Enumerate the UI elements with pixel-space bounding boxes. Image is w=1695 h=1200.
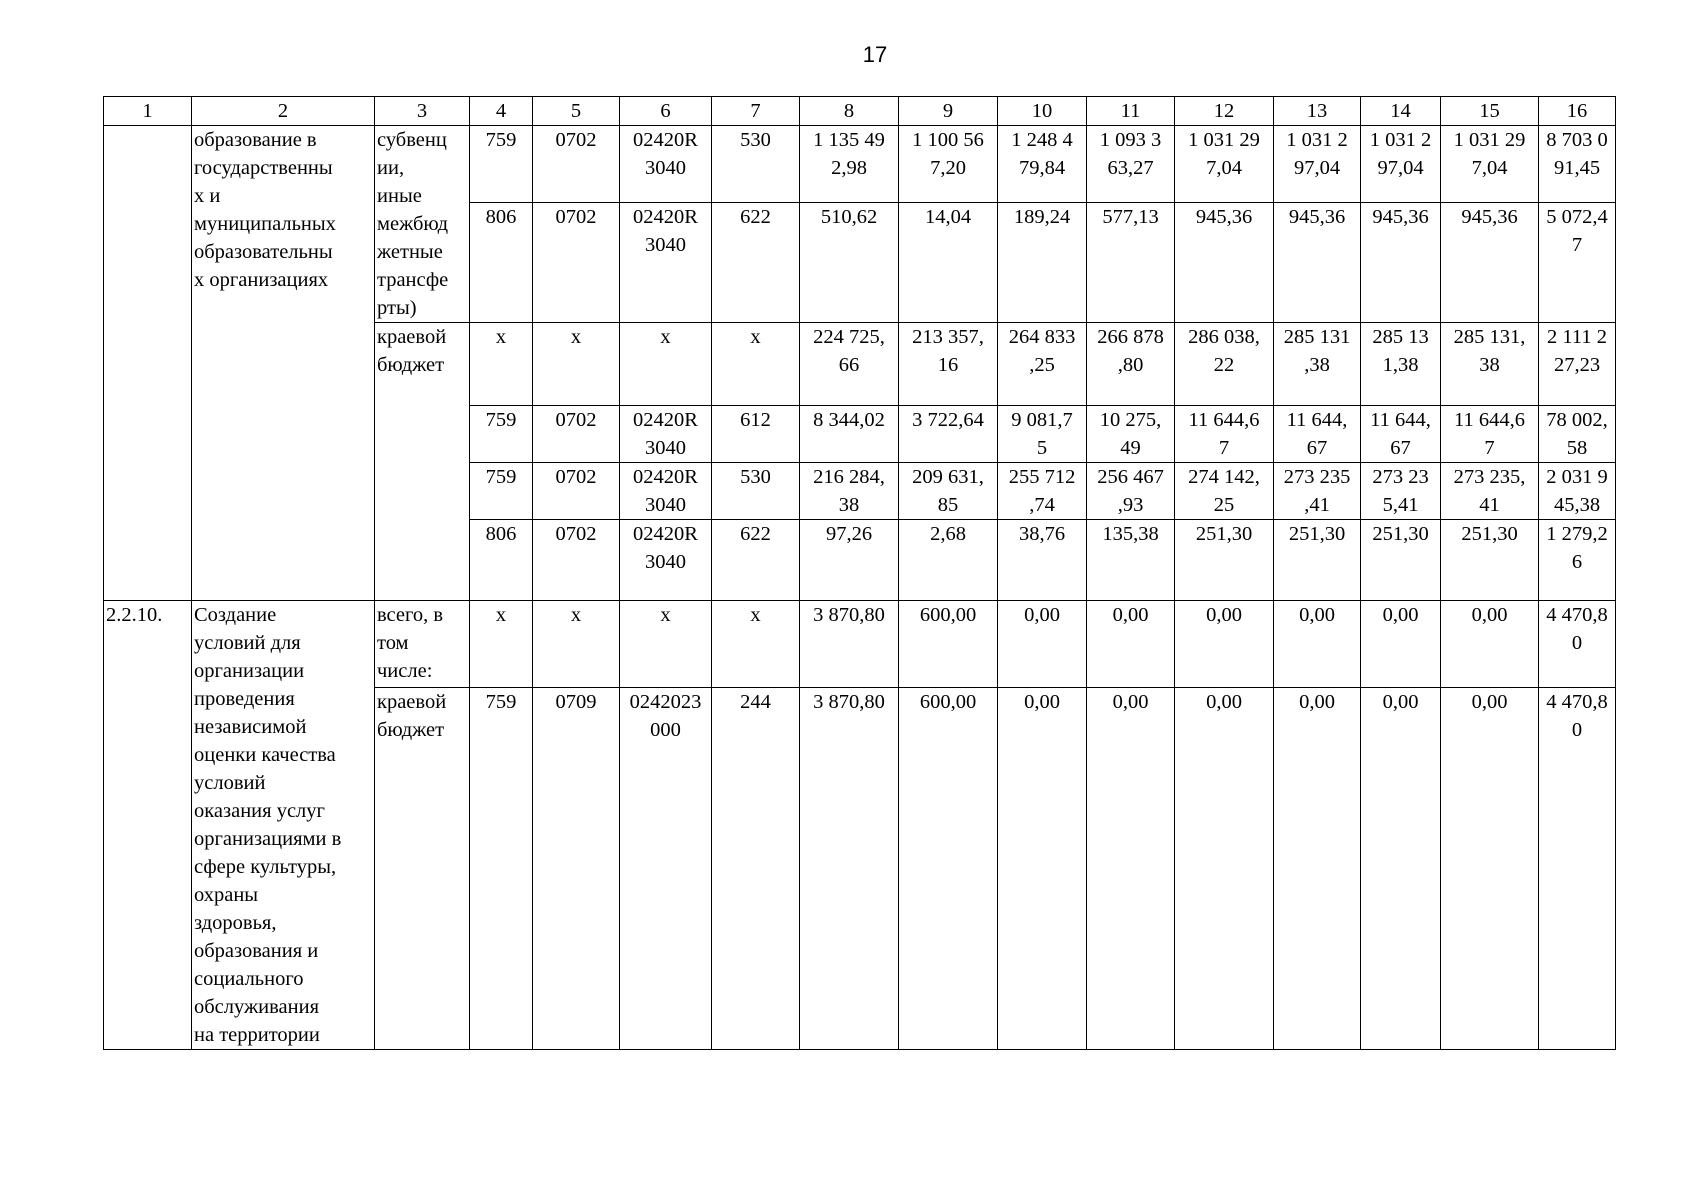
- table-cell: 0,00: [1087, 687, 1175, 1049]
- table-cell: 0,00: [1441, 687, 1539, 1049]
- table-cell: 1 279,2 6: [1539, 520, 1616, 601]
- table-cell: 213 357, 16: [899, 323, 998, 406]
- table-cell: 0242023 000: [620, 687, 712, 1049]
- table-cell: 273 235, 41: [1441, 463, 1539, 520]
- table-cell: 9 081,7 5: [998, 406, 1087, 463]
- column-header: 13: [1274, 97, 1361, 126]
- column-header: 10: [998, 97, 1087, 126]
- table-cell: 0702: [533, 202, 620, 322]
- table-cell: 02420R 3040: [620, 520, 712, 601]
- table-row: [104, 601, 1616, 688]
- table-cell: 0,00: [998, 687, 1087, 1049]
- column-header: 2: [192, 97, 375, 126]
- table-cell: 2 031 9 45,38: [1539, 463, 1616, 520]
- table-cell: 251,30: [1175, 520, 1274, 601]
- column-header: 3: [375, 97, 470, 126]
- table-cell: 285 13 1,38: [1361, 323, 1441, 406]
- table-cell: 0709: [533, 687, 620, 1049]
- table-cell: 02420R 3040: [620, 202, 712, 322]
- table-cell: 0,00: [1441, 601, 1539, 688]
- funding-source-cell: краевой бюджет: [375, 687, 470, 1049]
- table-cell: 135,38: [1087, 520, 1175, 601]
- table-cell: 806: [470, 520, 533, 601]
- column-header: 7: [712, 97, 800, 126]
- table-cell: 285 131, 38: [1441, 323, 1539, 406]
- table-cell: 759: [470, 687, 533, 1049]
- table-cell: 256 467 ,93: [1087, 463, 1175, 520]
- table-cell: 5 072,4 7: [1539, 202, 1616, 322]
- table-cell: 273 23 5,41: [1361, 463, 1441, 520]
- table-cell: 577,13: [1087, 202, 1175, 322]
- column-header: 14: [1361, 97, 1441, 126]
- table-cell: 189,24: [998, 202, 1087, 322]
- table-cell: 0,00: [998, 601, 1087, 688]
- table-cell: x: [712, 323, 800, 406]
- item-number-cell: [104, 126, 192, 601]
- table-cell: 10 275, 49: [1087, 406, 1175, 463]
- table-cell: 4 470,8 0: [1539, 601, 1616, 688]
- table-cell: 759: [470, 126, 533, 203]
- table-cell: 3 870,80: [800, 687, 899, 1049]
- item-number-cell: 2.2.10.: [104, 601, 192, 1050]
- table-cell: 274 142, 25: [1175, 463, 1274, 520]
- table-cell: 14,04: [899, 202, 998, 322]
- table-cell: 02420R 3040: [620, 406, 712, 463]
- funding-source-cell: всего, в том числе:: [375, 601, 470, 688]
- table-cell: 0702: [533, 520, 620, 601]
- table-cell: x: [620, 323, 712, 406]
- table-cell: 251,30: [1441, 520, 1539, 601]
- table-cell: 38,76: [998, 520, 1087, 601]
- funding-source-cell: субвенц ии, иные межбюд жетные трансфе рты): [375, 126, 470, 323]
- table-cell: 1 100 56 7,20: [899, 126, 998, 203]
- table-cell: x: [470, 323, 533, 406]
- table-cell: x: [533, 601, 620, 688]
- table-cell: 1 031 2 97,04: [1361, 126, 1441, 203]
- table-cell: 11 644,6 7: [1441, 406, 1539, 463]
- table-cell: 251,30: [1274, 520, 1361, 601]
- table-cell: 945,36: [1274, 202, 1361, 322]
- table-cell: 8 344,02: [800, 406, 899, 463]
- table-cell: 600,00: [899, 601, 998, 688]
- budget-table: [103, 96, 1616, 1050]
- table-cell: 3 870,80: [800, 601, 899, 688]
- column-header: 5: [533, 97, 620, 126]
- table-cell: 266 878 ,80: [1087, 323, 1175, 406]
- column-header: 4: [470, 97, 533, 126]
- column-header: 6: [620, 97, 712, 126]
- table-cell: 0702: [533, 126, 620, 203]
- table-cell: 216 284, 38: [800, 463, 899, 520]
- table-cell: 0,00: [1175, 601, 1274, 688]
- table-cell: 11 644, 67: [1274, 406, 1361, 463]
- column-header: 8: [800, 97, 899, 126]
- column-header: 1: [104, 97, 192, 126]
- table-cell: 0,00: [1274, 687, 1361, 1049]
- table-cell: 251,30: [1361, 520, 1441, 601]
- table-cell: 02420R 3040: [620, 126, 712, 203]
- table-cell: 8 703 0 91,45: [1539, 126, 1616, 203]
- item-name-cell: Создание условий для организации проведения независимой оценки качества условий оказания услуг организациями в сфере культуры, охраны здоровья, образования и социального обслуживания на территории: [192, 601, 375, 1050]
- funding-source-cell: краевой бюджет: [375, 323, 470, 601]
- table-cell: x: [712, 601, 800, 688]
- table-cell: 1 093 3 63,27: [1087, 126, 1175, 203]
- page-number: 17: [862, 42, 888, 67]
- table-row: [104, 126, 1616, 203]
- table-cell: 0,00: [1274, 601, 1361, 688]
- table-cell: 286 038, 22: [1175, 323, 1274, 406]
- table-cell: x: [533, 323, 620, 406]
- table-cell: 945,36: [1361, 202, 1441, 322]
- table-cell: 530: [712, 463, 800, 520]
- table-cell: 806: [470, 202, 533, 322]
- column-header: 15: [1441, 97, 1539, 126]
- table-cell: 1 031 29 7,04: [1441, 126, 1539, 203]
- table-cell: x: [470, 601, 533, 688]
- table-cell: 2,68: [899, 520, 998, 601]
- table-cell: 264 833 ,25: [998, 323, 1087, 406]
- table-cell: x: [620, 601, 712, 688]
- table-cell: 0,00: [1087, 601, 1175, 688]
- table-cell: 0,00: [1361, 687, 1441, 1049]
- item-name-cell: образование в государственны х и муниципальных образовательны х организациях: [192, 126, 375, 601]
- column-header: 16: [1539, 97, 1616, 126]
- table-cell: 0,00: [1175, 687, 1274, 1049]
- table-cell: 11 644,6 7: [1175, 406, 1274, 463]
- table-cell: 0702: [533, 406, 620, 463]
- table-cell: 209 631, 85: [899, 463, 998, 520]
- table-cell: 255 712 ,74: [998, 463, 1087, 520]
- table-cell: 945,36: [1175, 202, 1274, 322]
- table-cell: 612: [712, 406, 800, 463]
- column-header: 12: [1175, 97, 1274, 126]
- table-cell: 0702: [533, 463, 620, 520]
- table-cell: 622: [712, 520, 800, 601]
- table-cell: 1 031 2 97,04: [1274, 126, 1361, 203]
- table-cell: 2 111 2 27,23: [1539, 323, 1616, 406]
- table-cell: 97,26: [800, 520, 899, 601]
- header-row: [104, 97, 1616, 126]
- column-header: 11: [1087, 97, 1175, 126]
- table-cell: 622: [712, 202, 800, 322]
- table-cell: 945,36: [1441, 202, 1539, 322]
- table-cell: 600,00: [899, 687, 998, 1049]
- table-cell: 0,00: [1361, 601, 1441, 688]
- table-cell: 759: [470, 406, 533, 463]
- table-cell: 273 235 ,41: [1274, 463, 1361, 520]
- table-cell: 759: [470, 463, 533, 520]
- table-cell: 285 131 ,38: [1274, 323, 1361, 406]
- table-cell: 02420R 3040: [620, 463, 712, 520]
- table-cell: 1 248 4 79,84: [998, 126, 1087, 203]
- table-cell: 11 644, 67: [1361, 406, 1441, 463]
- table-cell: 3 722,64: [899, 406, 998, 463]
- table-cell: 4 470,8 0: [1539, 687, 1616, 1049]
- table-cell: 1 031 29 7,04: [1175, 126, 1274, 203]
- column-header: 9: [899, 97, 998, 126]
- table-cell: 78 002, 58: [1539, 406, 1616, 463]
- table-cell: 244: [712, 687, 800, 1049]
- table-cell: 224 725, 66: [800, 323, 899, 406]
- table-cell: 1 135 49 2,98: [800, 126, 899, 203]
- table-cell: 510,62: [800, 202, 899, 322]
- table-cell: 530: [712, 126, 800, 203]
